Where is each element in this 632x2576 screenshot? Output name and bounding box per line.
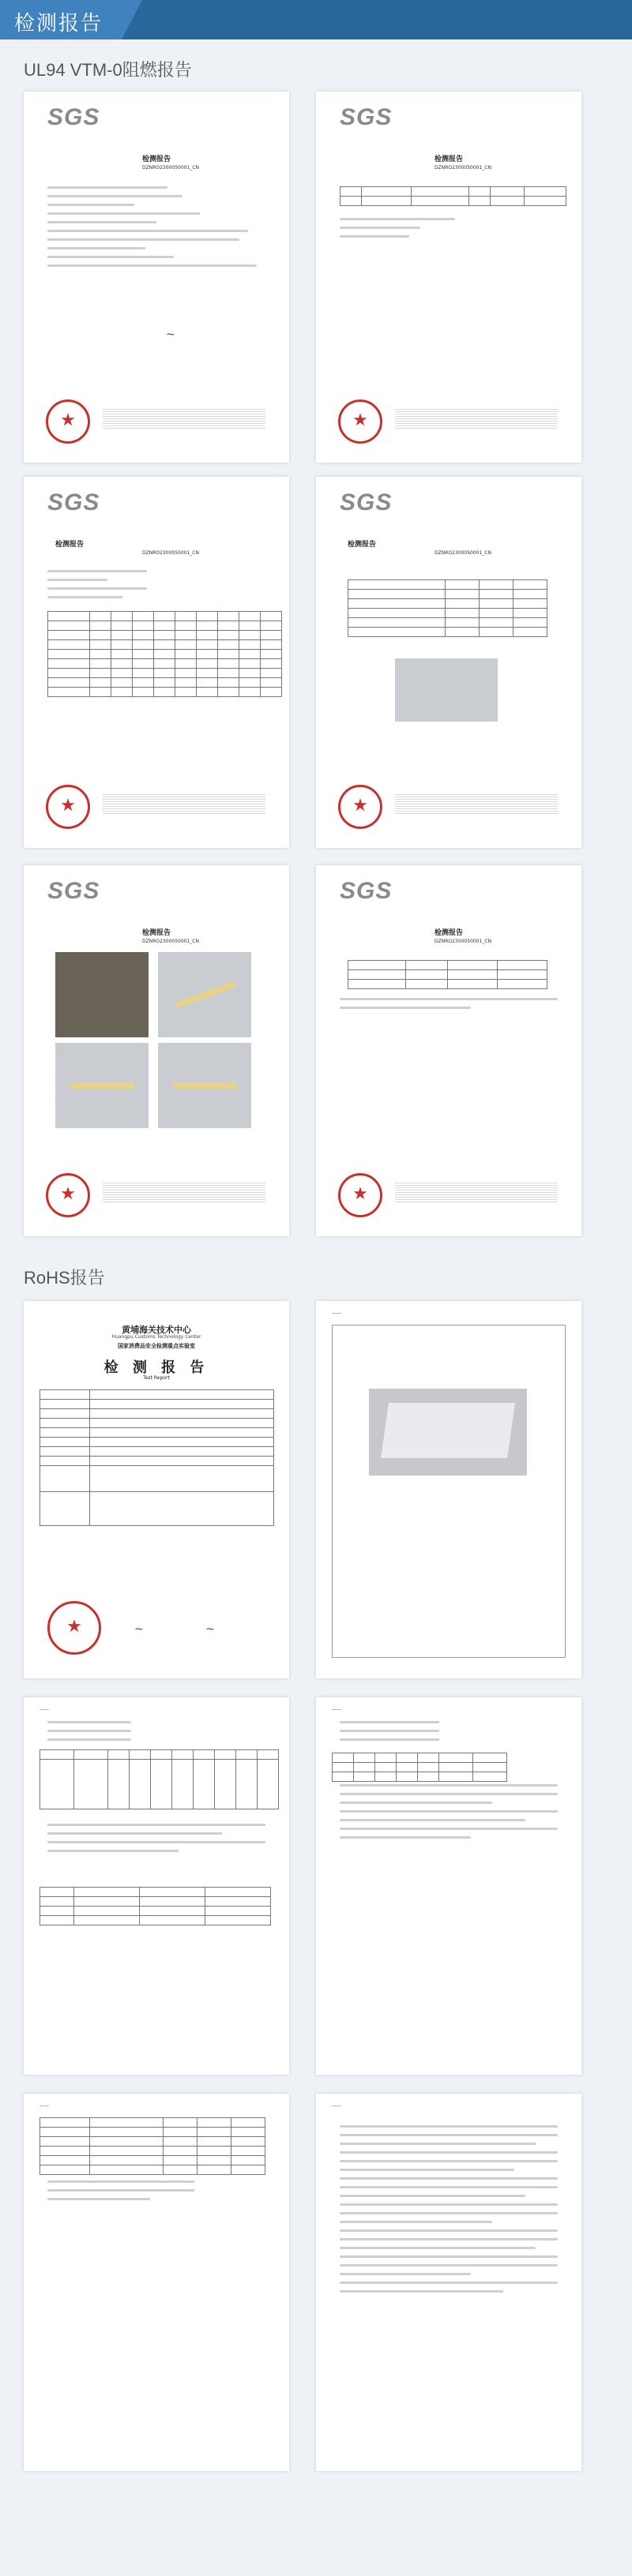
classification-table xyxy=(348,579,547,637)
header-banner xyxy=(0,0,632,39)
cover-info-table xyxy=(40,1389,274,1526)
report-number: DZNRO2300050001_CN xyxy=(434,550,491,556)
flame-test-table xyxy=(47,611,282,697)
doc-title: 检测报告 xyxy=(55,541,85,549)
burned-sample-photo xyxy=(158,1043,251,1128)
report-number: DZNRO2300050001_CN xyxy=(142,939,199,944)
rohs-report-cover[interactable] xyxy=(24,1301,289,1678)
phthalates-table xyxy=(332,1753,507,1782)
fine-print xyxy=(395,407,558,429)
text-lines xyxy=(47,1721,131,1747)
ul94-report-page-4[interactable] xyxy=(316,477,581,848)
text-lines xyxy=(47,186,265,273)
sample-photo xyxy=(395,658,498,722)
text-lines xyxy=(340,1784,558,1845)
ul94-report-page-1[interactable] xyxy=(24,92,289,463)
test-apparatus-photo xyxy=(55,952,149,1037)
page-header: —— xyxy=(332,1310,341,1316)
rohs-report-terms[interactable] xyxy=(316,2094,581,2471)
page-header: —— xyxy=(40,2103,49,2109)
fine-print xyxy=(395,793,558,815)
red-stamp-icon: ★ xyxy=(338,399,382,444)
limits-table xyxy=(40,1887,271,1925)
rohs-report-results-2[interactable] xyxy=(316,1697,581,2075)
center-name-en: Huangpu Customs Technology Center xyxy=(111,1334,201,1340)
photo-frame xyxy=(332,1325,566,1658)
doc-title: 检测报告 xyxy=(434,929,463,937)
doc-title: 检测报告 xyxy=(141,156,171,163)
sgs-logo: SGS xyxy=(47,104,100,130)
rohs-report-results-1[interactable] xyxy=(24,1697,289,2075)
center-name: 黄埔海关技术中心 xyxy=(122,1325,191,1335)
report-number: DZNRO2300050001_CN xyxy=(434,165,491,171)
report-number: DZNRO2300050001_CN xyxy=(142,550,199,556)
equipment-table xyxy=(348,960,547,989)
rohs-report-results-3[interactable] xyxy=(24,2094,289,2471)
terms-text xyxy=(340,2125,558,2299)
text-lines xyxy=(340,1721,439,1747)
text-lines xyxy=(47,570,147,605)
burned-sample-photo xyxy=(55,1043,149,1128)
red-stamp-icon: ★ xyxy=(338,1173,382,1217)
doc-title: 检测报告 xyxy=(348,541,377,549)
ul94-report-page-2[interactable] xyxy=(316,92,581,463)
text-lines xyxy=(47,2180,194,2207)
report-label-en: Test Report xyxy=(143,1375,170,1381)
fine-print xyxy=(395,1181,558,1203)
red-stamp-icon: ★ xyxy=(46,399,90,444)
red-stamp-icon: ★ xyxy=(46,1173,90,1217)
red-stamp-icon: ★ xyxy=(47,1601,101,1655)
section-title-rohs: RoHS报告 xyxy=(24,1268,105,1288)
page-header: —— xyxy=(332,2103,341,2109)
doc-title: 检测报告 xyxy=(434,156,463,163)
signature: ~ xyxy=(166,328,175,341)
sgs-logo: SGS xyxy=(340,104,393,130)
report-label: 检 测 报 告 xyxy=(103,1359,209,1376)
results-table xyxy=(40,2117,265,2175)
lab-name: 国家消费品安全检测重点实验室 xyxy=(118,1343,195,1349)
red-stamp-icon: ★ xyxy=(338,785,382,829)
signature: ~ xyxy=(205,1623,215,1636)
results-table xyxy=(40,1749,279,1809)
section-title-ul94: UL94 VTM-0阻燃报告 xyxy=(24,60,192,80)
result-table xyxy=(340,186,566,206)
ul94-report-page-6[interactable] xyxy=(316,865,581,1236)
text-lines xyxy=(47,1824,265,1858)
sgs-logo: SGS xyxy=(340,489,393,516)
sgs-logo: SGS xyxy=(47,878,100,904)
sample-photo xyxy=(158,952,251,1037)
signature: ~ xyxy=(134,1623,144,1636)
ul94-report-page-5[interactable] xyxy=(24,865,289,1236)
sgs-logo: SGS xyxy=(340,878,393,904)
report-number: DZNRO2300050001_CN xyxy=(434,939,491,944)
report-number: DZNRO2300050001_CN xyxy=(142,165,199,171)
red-stamp-icon: ★ xyxy=(46,785,90,829)
doc-title: 检测报告 xyxy=(141,929,171,937)
rohs-report-photo-page[interactable] xyxy=(316,1301,581,1678)
sgs-logo: SGS xyxy=(47,489,100,516)
fine-print xyxy=(103,407,265,429)
text-lines xyxy=(340,998,558,1015)
page-header: —— xyxy=(332,1707,341,1712)
fine-print xyxy=(103,1181,265,1203)
sample-photo xyxy=(369,1389,527,1475)
ul94-report-page-3[interactable] xyxy=(24,477,289,848)
text-lines xyxy=(340,218,455,244)
fine-print xyxy=(103,793,265,815)
banner-title: 检测报告 xyxy=(14,12,103,36)
page-header: —— xyxy=(40,1707,49,1712)
